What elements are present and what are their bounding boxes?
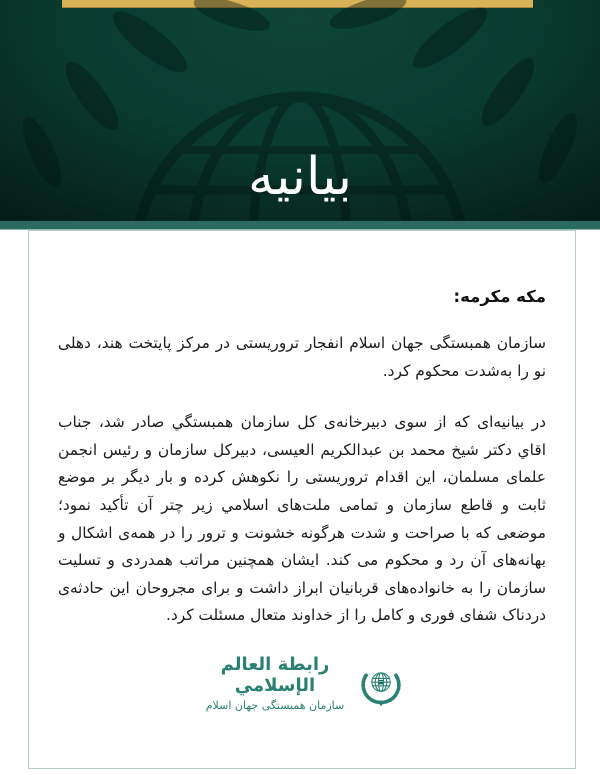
page-title: بیانیه (247, 146, 353, 207)
statement-paragraph: در بیانیه‌ای که از سوی دبیرخانه‌ی کل سازمان همبستگي صادر شد، جناب اقاي دکتر شیخ محمد بن عبدالکریم العیسی، دبیرکل سازمان و رئیس انجمن علمای مسلمان، این اقدام تروریستی را نکوهش کرده و بار دیگر بر موضع ثابت و قاطع سازمان و تمامی ملت‌های اسلامي زیر چتر آن تأکید نمود؛ موضعی که با صراحت و شدت هرگونه خشونت و ترور را در همه‌ی اشکال و بهانه‌های آن رد و محکوم می کند. ایشان همچنین مراتب همدردی و تسلیت سازمان را به خانواده‌های قربانیان ابراز داشت و برای مجروحان این حادثه‌ی دردناک شفای فوری و کامل را از خداوند متعال مسئلت کرد. (58, 413, 546, 625)
statement-card (28, 230, 576, 769)
org-logo (58, 655, 546, 713)
gold-accent-bar (62, 0, 533, 8)
org-logo-text (200, 655, 350, 713)
statement-paragraph: سازمان همبستگی جهان اسلام انفجار تروریستی در مرکز پایتخت هند، دهلی نو را به‌شدت محکوم کرد. (58, 334, 546, 380)
org-name-persian: سازمان همبستگی جهان اسلام (205, 699, 345, 713)
statement-header (0, 0, 600, 230)
org-name-arabic: رابطة العالم الإسلامي (220, 654, 330, 696)
dateline: مکه مکرمه: (453, 287, 546, 306)
teal-divider-strip (0, 221, 600, 230)
globe-wreath-emblem-icon (358, 659, 404, 709)
